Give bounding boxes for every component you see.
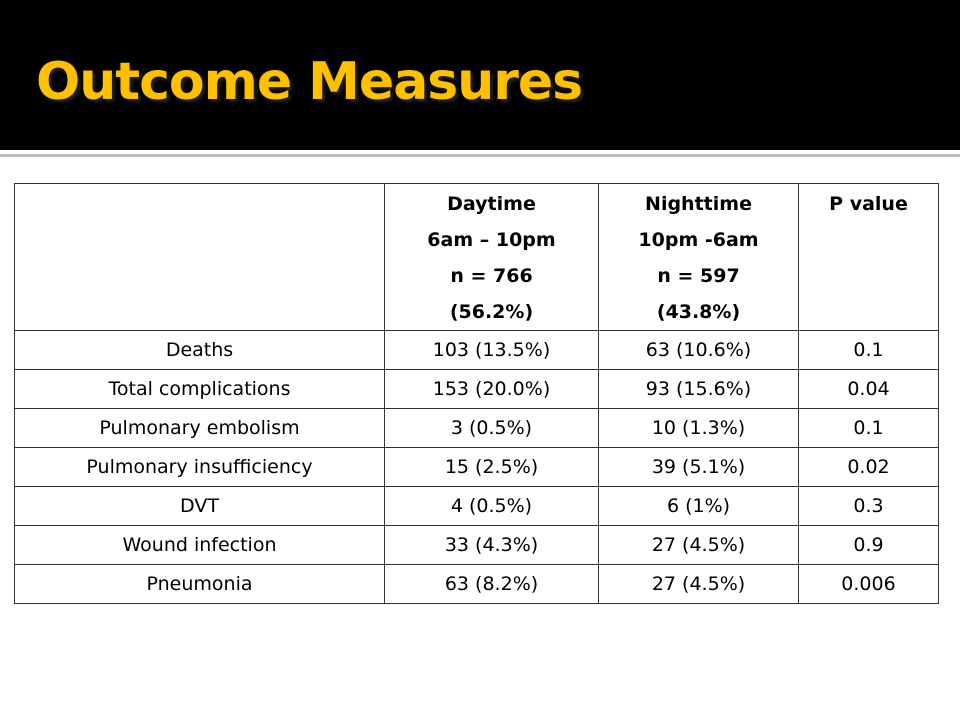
header-line: 6am – 10pm — [427, 229, 556, 251]
header-line: 10pm -6am — [638, 229, 759, 251]
header-line: Nighttime — [645, 193, 752, 215]
nighttime-value: 63 (10.6%) — [599, 331, 799, 370]
header-p-value — [799, 184, 939, 331]
daytime-value: 3 (0.5%) — [385, 409, 599, 448]
table-row — [15, 370, 939, 409]
table-row — [15, 526, 939, 565]
slide-title: Outcome Measures — [36, 52, 583, 112]
row-label: Wound infection — [15, 526, 385, 565]
p-value: 0.04 — [799, 370, 939, 409]
nighttime-value: 27 (4.5%) — [599, 565, 799, 604]
daytime-value: 63 (8.2%) — [385, 565, 599, 604]
header-nighttime — [599, 184, 799, 331]
row-label: Pneumonia — [15, 565, 385, 604]
p-value: 0.3 — [799, 487, 939, 526]
p-value: 0.9 — [799, 526, 939, 565]
daytime-value: 103 (13.5%) — [385, 331, 599, 370]
table-row — [15, 331, 939, 370]
header-line: n = 766 — [450, 265, 533, 287]
row-label: Pulmonary insufficiency — [15, 448, 385, 487]
header-line: (43.8%) — [656, 301, 741, 323]
table-row — [15, 487, 939, 526]
table-row — [15, 565, 939, 604]
row-label: Total complications — [15, 370, 385, 409]
p-value: 0.1 — [799, 331, 939, 370]
header-line: (56.2%) — [449, 301, 534, 323]
nighttime-value: 39 (5.1%) — [599, 448, 799, 487]
nighttime-value: 93 (15.6%) — [599, 370, 799, 409]
header-line: P value — [829, 193, 908, 215]
daytime-value: 33 (4.3%) — [385, 526, 599, 565]
table-row — [15, 448, 939, 487]
p-value: 0.1 — [799, 409, 939, 448]
nighttime-value: 6 (1%) — [599, 487, 799, 526]
outcome-table — [14, 183, 939, 604]
header-daytime — [385, 184, 599, 331]
header-line: Daytime — [447, 193, 536, 215]
p-value: 0.006 — [799, 565, 939, 604]
table-row — [15, 409, 939, 448]
row-label: Pulmonary embolism — [15, 409, 385, 448]
row-label: DVT — [15, 487, 385, 526]
header-empty-cell — [15, 184, 385, 331]
title-underline-gray — [0, 154, 960, 157]
p-value: 0.02 — [799, 448, 939, 487]
daytime-value: 15 (2.5%) — [385, 448, 599, 487]
daytime-value: 153 (20.0%) — [385, 370, 599, 409]
daytime-value: 4 (0.5%) — [385, 487, 599, 526]
nighttime-value: 10 (1.3%) — [599, 409, 799, 448]
header-row — [15, 184, 939, 331]
nighttime-value: 27 (4.5%) — [599, 526, 799, 565]
row-label: Deaths — [15, 331, 385, 370]
header-line: n = 597 — [657, 265, 740, 287]
